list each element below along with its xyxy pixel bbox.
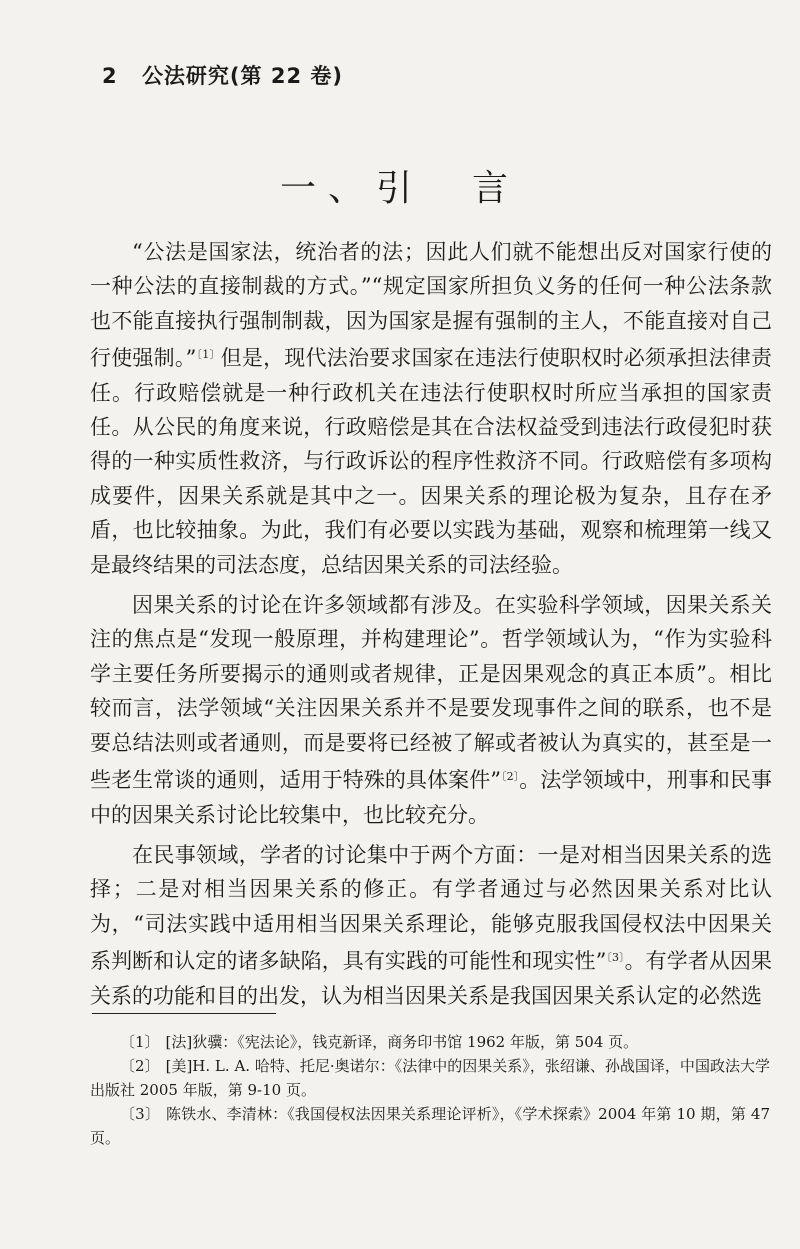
paragraph: [90, 588, 772, 832]
paragraph-text: 。有学者从因果关系的功能和目的出发，认为相当因果关系是我国因果关系认定的必然选: [90, 949, 773, 1008]
footnote-divider: [92, 1013, 276, 1014]
footnote-ref: 〔2〕: [501, 770, 520, 784]
footnote: [90, 1102, 770, 1150]
paragraph-text: 在民事领域，学者的讨论集中于两个方面：一是对相当因果关系的选择；二是对相当因果关系的修正。有学者通过与必然因果关系对比认为，“司法实践中适用相当因果关系理论，能够克服我国侵权法中因果关系判断和认定的诸多缺陷，具有实践的可能性和现实性”: [90, 842, 772, 974]
paragraph-text: 因果关系的讨论在许多领域都有涉及。在实验科学领域，因果关系关注的焦点是“发现一般原理，并构建理论”。哲学领域认为，“作为实验科学主要任务所要揭示的通则或者规律，正是因果观念的真正本质”。相比较而言，法学领域“关注因果关系并不是要发现事件之间的联系，也不是要总结法则或者通则，而是要将已经被了解或者被认为真实的，甚至是一些老生常谈的通则，适用于特殊的具体案件”: [90, 593, 772, 793]
paragraph-text: 但是，现代法治要求国家在违法行使职权时必须承担法律责任。行政赔偿就是一种行政机关在违法行使职权时所应当承担的国家责任。从公民的角度来说，行政赔偿是其在合法权益受到违法行政侵犯时获得的一种实质性救济，与行政诉讼的程序性救济不同。行政赔偿有多项构成要件，因果关系就是其中之一。因果关系的理论极为复杂，且存在矛盾，也比较抽象。为此，我们有必要以实践为基础，观察和梳理第一线又是最终结果的司法态度，总结因果关系的司法经验。: [90, 346, 773, 577]
footnote-text: 陈铁水、李清林：《我国侵权法因果关系理论评析》，《学术探索》2004 年第 10 期，第 47 页。: [90, 1105, 770, 1147]
paragraph-text: 。法学领域中，刑事和民事中的因果关系讨论比较集中，也比较充分。: [90, 768, 773, 827]
footnote: [90, 1030, 770, 1054]
footnote-text: [法]狄骥：《宪法论》，钱克新译，商务印书馆 1962 年版，第 504 页。: [165, 1033, 639, 1051]
body-text: [90, 235, 772, 1019]
footnote-ref: 〔1〕: [196, 348, 221, 362]
footnotes: [90, 1030, 770, 1150]
section-heading: 一、引 言: [279, 168, 520, 209]
paragraph: [90, 235, 772, 582]
footnote-mark: 〔2〕: [120, 1057, 160, 1075]
journal-title: 公法研究(第 22 卷): [141, 64, 343, 88]
footnote: [90, 1054, 770, 1102]
paragraph-text: “公法是国家法，统治者的法；因此人们就不能想出反对国家行使的一种公法的直接制裁的方式。”“规定国家所担负义务的任何一种公法条款也不能直接执行强制制裁，因为国家是握有强制的主人，不能直接对自己行使强制。”: [90, 240, 772, 371]
running-header: [102, 60, 343, 90]
page-number: 2: [102, 64, 118, 88]
footnote-mark: 〔3〕: [120, 1105, 161, 1123]
footnote-mark: 〔1〕: [120, 1033, 160, 1051]
footnote-ref: 〔3〕: [606, 951, 625, 965]
paragraph: [90, 838, 772, 1013]
footnote-text: [美]H. L. A. 哈特、托尼·奥诺尔：《法律中的因果关系》，张绍谦、孙战国译，中国政法大学出版社 2005 年版，第 9-10 页。: [90, 1057, 770, 1099]
